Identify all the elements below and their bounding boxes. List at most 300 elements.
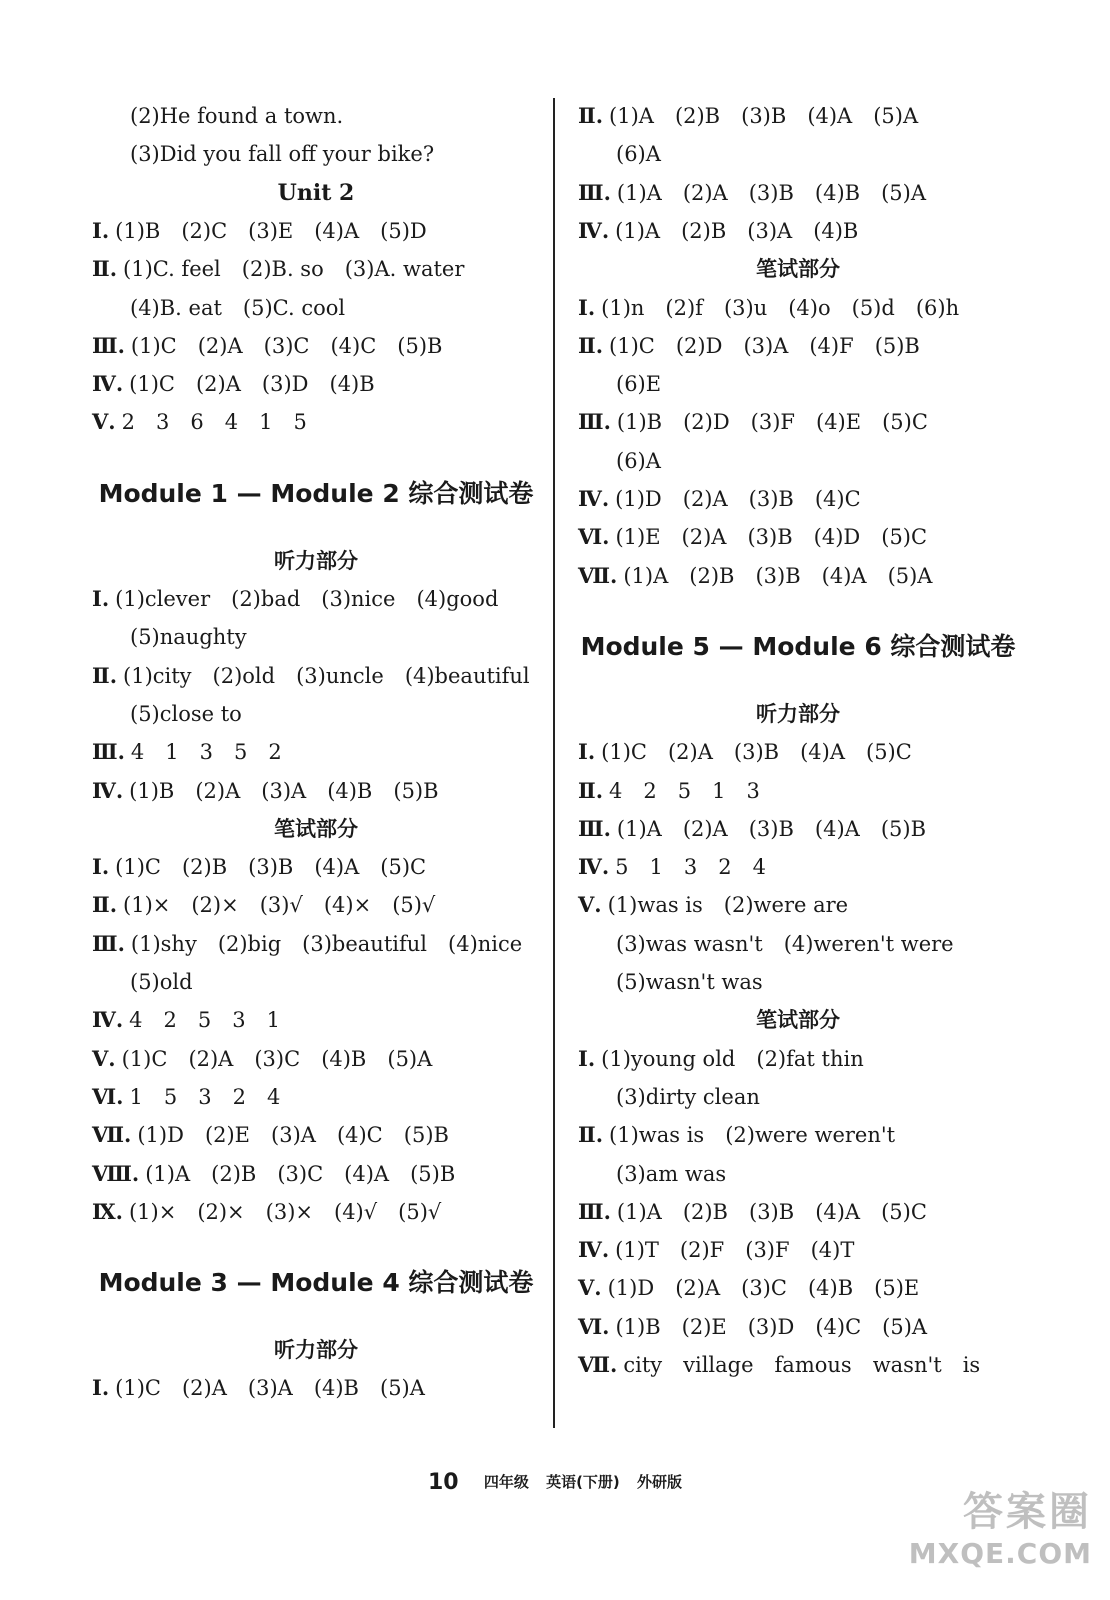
answer-line — [578, 891, 1018, 919]
answer-item: (4)A — [807, 104, 853, 128]
answer-item: (4)C — [814, 487, 861, 511]
answer-item: (4)C — [815, 1314, 862, 1339]
answer-item: (2)A — [195, 372, 241, 397]
answer-item: (2)f — [665, 295, 703, 320]
question-number: Ⅶ. — [578, 562, 618, 588]
answer-item: 3 — [199, 740, 214, 765]
question-number: Ⅶ. — [92, 1122, 132, 1148]
answer-item: (4)good — [416, 587, 499, 611]
answer-item: (3)F — [750, 410, 795, 435]
footer-edition: 外研版 — [637, 1473, 683, 1491]
answer-item: 5 — [615, 855, 629, 880]
answer-item: is — [962, 1353, 981, 1377]
answer-item: (2)A — [682, 487, 728, 511]
answer-item: (2)E — [204, 1123, 251, 1148]
answer-item: (4)B — [313, 1376, 359, 1401]
answer-item: (3)beautiful — [302, 931, 428, 956]
answer-item: (5)A — [380, 1376, 425, 1401]
answer-item: (4)o — [788, 295, 831, 320]
answer-line — [578, 738, 1018, 766]
module-heading: Module 1 — Module 2 综合测试卷 — [98, 478, 534, 508]
answer-item: (1)B — [129, 778, 175, 803]
question-number: Ⅵ. — [92, 1083, 124, 1109]
answer-item: (1)A — [623, 563, 669, 588]
answer-item: (2)B — [689, 563, 735, 588]
answer-item: (3)E — [248, 218, 294, 243]
answer-item: (5)C — [866, 740, 912, 765]
question-number: Ⅴ. — [578, 1275, 602, 1301]
question-number: Ⅳ. — [578, 486, 610, 511]
module-heading: Module 3 — Module 4 综合测试卷 — [98, 1268, 534, 1298]
answer-item: (3)B — [748, 487, 794, 511]
question-number: Ⅰ. — [92, 1375, 110, 1401]
answer-item: (3)√ — [259, 893, 303, 918]
answer-line — [578, 408, 1018, 436]
question-number: Ⅰ. — [92, 586, 110, 611]
answer-item: famous — [774, 1353, 852, 1377]
answer-item: (3)B — [748, 180, 794, 205]
answer-item: 5 — [293, 410, 307, 435]
answer-line — [92, 1374, 540, 1402]
answer-item: (4)nice — [448, 931, 523, 956]
answer-item: (2)C — [181, 218, 228, 243]
question-number: Ⅷ. — [92, 1160, 140, 1186]
answer-item: (4)beautiful — [404, 663, 530, 688]
answer-line — [578, 1313, 1018, 1341]
answer-line — [578, 217, 1018, 245]
answer-item: (5)A — [881, 180, 927, 205]
answer-item: (2)fat thin — [756, 1046, 864, 1071]
question-number: Ⅵ. — [578, 524, 610, 550]
answer-item: (1)C — [129, 372, 175, 397]
question-number: Ⅱ. — [578, 777, 604, 803]
answer-item: (4)A — [314, 218, 360, 243]
answer-item: (5)B — [397, 333, 443, 358]
answer-item: (4)A — [814, 816, 860, 841]
answer-item: (4)F — [809, 333, 854, 358]
answer-item: (4)A — [800, 740, 845, 765]
answer-item: (2)A — [675, 1276, 721, 1301]
answer-item: (5)B — [393, 778, 439, 803]
answer-item: 3 — [155, 410, 170, 435]
answer-item: (5)close to — [130, 701, 242, 726]
answer-item: (4)B — [329, 372, 375, 397]
question-number: Ⅳ. — [578, 854, 610, 880]
answer-item: 4 — [130, 740, 145, 765]
answer-item: (5)C — [882, 410, 928, 435]
answer-line — [92, 370, 540, 398]
answer-item: (1)young old — [601, 1046, 736, 1071]
answer-item: (5)naughty — [130, 625, 247, 650]
question-number: Ⅲ. — [578, 409, 611, 435]
answer-item: (5)old — [130, 970, 193, 994]
answer-item: (1)B — [615, 1314, 661, 1339]
answer-item: 2 — [121, 410, 135, 435]
watermark — [892, 1488, 1092, 1588]
question-number: Ⅱ. — [92, 892, 118, 918]
answer-item: city — [623, 1353, 663, 1377]
answer-item: (1)C — [609, 333, 655, 358]
answer-item: (2)A — [682, 816, 728, 841]
answer-item: (4)A — [344, 1161, 390, 1186]
answer-item: (3)B — [748, 816, 794, 841]
question-number: Ⅰ. — [578, 294, 596, 320]
answer-item: (3)dirty clean — [616, 1084, 760, 1109]
answer-line — [578, 332, 1018, 360]
question-number: Ⅱ. — [92, 662, 118, 688]
question-number: Ⅳ. — [92, 371, 124, 397]
question-number: Ⅲ. — [578, 179, 611, 205]
answer-item: (5)√ — [392, 893, 436, 918]
question-number: Ⅲ. — [578, 815, 611, 841]
answer-item: (2)A — [197, 333, 243, 358]
section-heading: 听力部分 — [274, 1338, 358, 1363]
question-number: Ⅰ. — [92, 854, 110, 880]
answer-line — [578, 1198, 1018, 1226]
column-divider — [553, 98, 555, 1428]
answer-line — [616, 968, 1056, 996]
answer-item: (4)B — [321, 1046, 367, 1071]
answer-item: (1)T — [615, 1238, 659, 1263]
answer-line — [130, 294, 578, 322]
answer-line — [616, 140, 1056, 168]
answer-item: (2)D — [675, 333, 723, 358]
question-number: Ⅰ. — [578, 739, 596, 765]
answer-item: (1)D — [137, 1123, 184, 1148]
answer-item: (3)C — [741, 1276, 787, 1301]
answer-line — [92, 217, 540, 245]
answer-item: (2)D — [683, 410, 730, 435]
answer-item: (2)B — [682, 1199, 728, 1224]
answer-line — [92, 777, 540, 805]
answer-item: (5)C. cool — [242, 295, 346, 320]
answer-item: 1 — [266, 1008, 281, 1033]
answer-item: (3)C — [263, 333, 310, 358]
answer-item: (4)√ — [334, 1199, 378, 1224]
answer-item: 2 — [232, 1084, 246, 1109]
answer-item: (3)A. water — [344, 257, 465, 282]
answer-item: (3)B — [248, 855, 294, 880]
answer-line — [130, 623, 578, 651]
answer-item: 2 — [268, 740, 282, 765]
answer-item: 1 — [129, 1084, 143, 1109]
answer-item: (2)big — [217, 931, 282, 956]
answer-line — [578, 179, 1018, 207]
question-number: Ⅸ. — [92, 1198, 123, 1224]
answer-item: (2)bad — [231, 587, 301, 611]
question-number: Ⅶ. — [578, 1352, 618, 1377]
answer-item: 4 — [266, 1084, 281, 1109]
answer-line — [92, 891, 540, 919]
answer-item: 3 — [683, 855, 698, 880]
answer-item: (3)was wasn't — [616, 931, 763, 956]
answer-item: (3)B — [733, 740, 780, 765]
answer-item: 5 — [677, 778, 692, 803]
question-number: Ⅲ. — [92, 332, 125, 358]
answer-item: (1)× — [128, 1199, 177, 1224]
answer-item: 2 — [163, 1008, 177, 1033]
answer-item: (2)A — [681, 525, 727, 550]
watermark-logo: 答案圈 — [963, 1489, 1092, 1535]
answer-item: (2)B — [681, 218, 727, 243]
answer-item: (4)D — [813, 525, 861, 550]
question-number: Ⅱ. — [578, 332, 604, 358]
question-number: Ⅰ. — [92, 217, 110, 243]
answer-item: wasn't — [872, 1353, 942, 1377]
answer-item: (2)B — [181, 855, 228, 880]
answer-item: (3)A — [271, 1123, 316, 1148]
answer-item: (1)was is — [609, 1123, 705, 1148]
answer-item: (4)B — [814, 180, 861, 205]
answer-line — [92, 408, 540, 436]
question-number: Ⅲ. — [92, 739, 125, 765]
answer-line — [130, 700, 578, 728]
answer-item: (6)A — [616, 142, 661, 167]
answer-item: (6)A — [616, 448, 661, 473]
answer-item: (3)nice — [321, 587, 396, 611]
answer-item: 1 — [259, 410, 273, 435]
answer-item: (5)A — [882, 1314, 928, 1339]
answer-line — [92, 853, 540, 881]
question-number: Ⅱ. — [578, 103, 604, 128]
question-number: Ⅴ. — [578, 892, 602, 918]
question-number: Ⅱ. — [578, 1122, 604, 1148]
answer-line — [92, 1160, 540, 1188]
answer-item: (2)× — [197, 1199, 245, 1224]
answer-item: (5)C — [881, 1199, 927, 1224]
answer-item: (1)B — [616, 410, 663, 435]
footer-grade: 四年级 — [483, 1473, 529, 1491]
answer-item: 5 — [163, 1084, 178, 1109]
answer-item: (2)A — [667, 740, 713, 765]
answer-item: (3)F — [745, 1238, 790, 1263]
answer-line — [578, 523, 1018, 551]
answer-item: (1)A — [616, 816, 662, 841]
answer-item: (1)C — [115, 855, 161, 880]
answer-line — [92, 1121, 540, 1149]
answer-item: 4 — [129, 1008, 143, 1033]
answer-line — [578, 102, 1018, 130]
answer-item: 4 — [752, 855, 767, 880]
answer-item: (6)E — [616, 372, 662, 397]
answer-item: (3)B — [747, 525, 793, 550]
answer-item: (2)A — [188, 1046, 234, 1071]
answer-line — [92, 332, 540, 360]
answer-item: (3)uncle — [296, 663, 384, 688]
answer-item: (4)weren't were — [783, 931, 954, 956]
answer-item: (4)C — [330, 333, 377, 358]
question-number: Ⅳ. — [92, 777, 124, 803]
answer-item: (2)F — [679, 1238, 725, 1263]
answer-item: 5 — [234, 740, 248, 765]
answer-item: (1)C — [115, 1376, 161, 1401]
answer-item: (2)A — [682, 180, 728, 205]
answer-item: (4)T — [810, 1238, 855, 1263]
question-number: Ⅱ. — [92, 256, 118, 282]
answer-item: (5)C — [881, 525, 928, 550]
answer-item: (4)E — [816, 410, 862, 435]
answer-item: 6 — [190, 410, 204, 435]
answer-line — [616, 370, 1056, 398]
answer-item: (1)A — [616, 180, 662, 205]
answer-item: 2 — [643, 778, 657, 803]
answer-item: (1)D — [607, 1276, 655, 1301]
answer-line — [130, 140, 578, 168]
answer-item: (3)A — [261, 778, 307, 803]
answer-line — [92, 1045, 540, 1073]
answer-item: (3)am was — [616, 1161, 727, 1186]
answer-item: (5)B — [874, 333, 920, 358]
answer-item: (1)D — [615, 487, 662, 511]
answer-item: (2)B. so — [241, 257, 324, 282]
answer-item: (1)A — [615, 218, 661, 243]
answer-item: (2)B — [211, 1161, 257, 1186]
footer-subject: 英语(下册) — [546, 1473, 620, 1491]
answer-item: (4)B — [813, 218, 859, 243]
answer-item: (4)B — [807, 1276, 854, 1301]
answer-text: (3)Did you fall off your bike? — [130, 142, 435, 167]
question-number: Ⅰ. — [578, 1045, 596, 1071]
answer-line — [616, 930, 1056, 958]
answer-item: (4)B. eat — [130, 295, 222, 320]
answer-item: 5 — [197, 1008, 212, 1033]
answer-item: (1)city — [123, 663, 192, 688]
answer-item: (2)old — [212, 663, 276, 688]
answer-line — [130, 968, 578, 996]
answer-item: (2)A — [181, 1376, 227, 1401]
answer-item: (2)were weren't — [725, 1123, 896, 1148]
watermark-site: MXQE.COM — [908, 1537, 1092, 1570]
answer-item: 3 — [746, 778, 760, 803]
answer-item: (2)E — [681, 1314, 727, 1339]
answer-item: (5)√ — [398, 1199, 442, 1224]
unit-heading: Unit 2 — [277, 179, 355, 206]
answer-item: (5)wasn't was — [616, 970, 763, 994]
answer-item: (5)A — [887, 563, 933, 588]
answer-item: (6)h — [915, 295, 960, 320]
answer-item: 3 — [232, 1008, 246, 1033]
answer-text: (2)He found a town. — [130, 104, 344, 128]
answer-item: (1)A — [145, 1161, 191, 1186]
answer-item: (3)× — [265, 1199, 313, 1224]
answer-line — [130, 102, 578, 130]
answer-item: (2)B — [674, 104, 721, 128]
answer-line — [616, 1083, 1056, 1111]
answer-item: (3)B — [755, 563, 801, 588]
answer-item: (3)D — [747, 1314, 795, 1339]
answer-line — [578, 485, 1018, 513]
section-heading: 笔试部分 — [756, 1008, 840, 1033]
answer-item: (5)C — [380, 855, 427, 880]
section-heading: 笔试部分 — [756, 257, 840, 282]
question-number: Ⅵ. — [578, 1313, 610, 1339]
answer-item: (4)A — [815, 1199, 861, 1224]
answer-line — [578, 777, 1018, 805]
answer-item: (4)C — [336, 1123, 383, 1148]
answer-item: (1)× — [123, 893, 171, 918]
answer-line — [92, 1083, 540, 1111]
answer-item: (3)B — [749, 1199, 795, 1224]
answer-item: (2)× — [191, 893, 239, 918]
answer-line — [578, 562, 1018, 590]
answer-line — [92, 1198, 540, 1226]
answer-item: village — [683, 1353, 754, 1377]
answer-item: 2 — [718, 855, 732, 880]
section-heading: 听力部分 — [274, 548, 358, 573]
answer-item: (5)A — [387, 1046, 433, 1071]
answer-item: (1)C — [130, 333, 177, 358]
answer-item: (1)A — [609, 104, 654, 128]
answer-line — [616, 447, 1056, 475]
answer-item: (3)C — [277, 1161, 324, 1186]
answer-item: (3)A — [247, 1376, 293, 1401]
answer-item: 1 — [165, 740, 179, 765]
answer-item: (1)C — [121, 1046, 168, 1071]
answer-item: (1)was is — [607, 893, 703, 918]
answer-line — [92, 738, 540, 766]
answer-item: (3)C — [254, 1046, 301, 1071]
question-number: Ⅳ. — [92, 1007, 124, 1033]
answer-item: (5)D — [380, 218, 427, 243]
answer-line — [578, 1121, 1018, 1149]
page-number: 10 — [427, 1470, 459, 1495]
question-number: Ⅲ. — [578, 1198, 611, 1224]
answer-line — [92, 255, 540, 283]
answer-item: (4)B — [327, 778, 373, 803]
answer-item: (1)B — [115, 218, 161, 243]
answer-line — [92, 1006, 540, 1034]
answer-line — [578, 1351, 1018, 1379]
answer-item: 1 — [649, 855, 663, 880]
answer-item: (5)d — [851, 295, 895, 320]
question-number: Ⅴ. — [92, 1045, 116, 1071]
answer-item: 1 — [712, 778, 726, 803]
section-heading: 听力部分 — [756, 701, 840, 726]
answer-item: (5)A — [873, 104, 919, 128]
answer-item: (3)u — [723, 295, 768, 320]
answer-item: (1)C. feel — [123, 257, 221, 282]
answer-line — [578, 294, 1018, 322]
answer-item: (1)A — [616, 1199, 662, 1224]
answer-item: (3)D — [261, 372, 309, 397]
answer-item: (3)A — [743, 333, 789, 358]
answer-item: (3)B — [741, 104, 787, 128]
answer-line — [616, 1160, 1056, 1188]
answer-item: 3 — [198, 1084, 212, 1109]
answer-item: (1)E — [615, 525, 661, 550]
answer-line — [578, 853, 1018, 881]
answer-item: (1)clever — [115, 587, 211, 611]
answer-item: (2)were are — [723, 893, 849, 918]
answer-item: (3)A — [747, 218, 793, 243]
answer-item: (1)C — [601, 740, 647, 765]
question-number: Ⅴ. — [92, 409, 116, 435]
answer-item: (5)E — [874, 1276, 920, 1301]
answer-item: (4)× — [323, 893, 372, 918]
answer-line — [92, 585, 540, 613]
question-number: Ⅲ. — [92, 930, 125, 956]
answer-line — [92, 662, 540, 690]
answer-item: (5)B — [410, 1161, 456, 1186]
answer-item: 4 — [224, 410, 239, 435]
answer-item: (4)A — [821, 563, 867, 588]
question-number: Ⅳ. — [578, 217, 610, 243]
answer-line — [578, 1236, 1018, 1264]
answer-item: (5)B — [880, 816, 927, 841]
answer-item: (1)shy — [130, 931, 197, 956]
module-heading: Module 5 — Module 6 综合测试卷 — [580, 631, 1016, 661]
section-heading: 笔试部分 — [274, 816, 358, 841]
